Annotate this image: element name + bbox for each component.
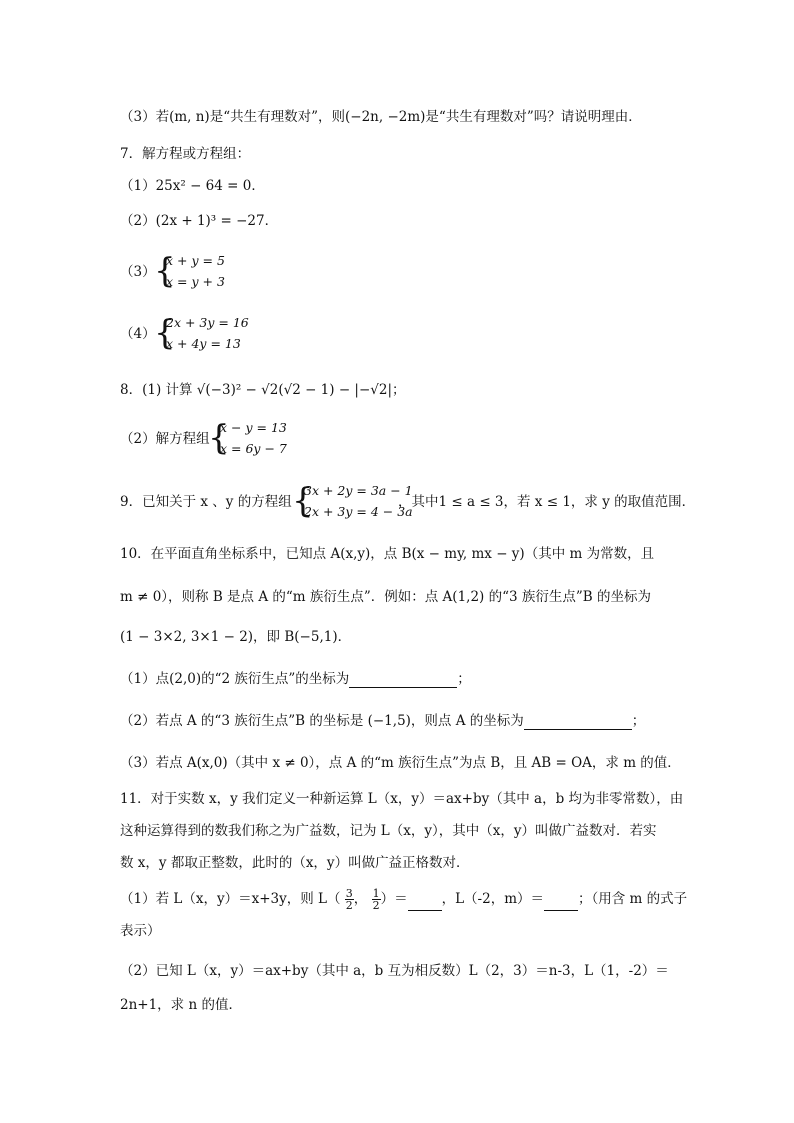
q11-part1-end: ；（用含 m 的式子 [578, 891, 688, 907]
q7-part4-eq1: 2x + 3y = 16 [166, 315, 249, 330]
q11-part1-line2: 表示） [120, 923, 161, 939]
q11-part1 [120, 888, 687, 911]
q10-part1-end: ； [457, 671, 471, 687]
q8-part2-eq2: x = 6y − 7 [220, 441, 287, 456]
q9-suffix: ，其中1 ≤ a ≤ 3，若 x ≤ 1，求 y 的取值范围． [398, 494, 696, 510]
answer-blank[interactable] [349, 673, 457, 688]
q10-part2-text: （2）若点 A 的“3 族衍生点”B 的坐标是 (−1,5)，则点 A 的坐标为 [120, 713, 524, 729]
q8-part2 [120, 419, 380, 459]
q11-line1: 11．对于实数 x，y 我们定义一种新运算 L（x，y）＝ax+by（其中 a，b 均为非零常数），由 [120, 791, 684, 807]
brace-symbol: { [154, 313, 176, 353]
q7-part3-eq2: x = y + 3 [166, 274, 225, 289]
q10-line2: m ≠ 0），则称 B 是点 A 的“m 族衍生点”．例如：点 A(1,2) 的“3 族衍生点”B 的坐标为 [120, 589, 651, 605]
fraction-denominator: 2 [345, 899, 353, 912]
q7-part3-eq1: x + y = 5 [166, 253, 225, 268]
brace-symbol: { [208, 418, 230, 458]
q9 [120, 481, 696, 522]
q11-part2-line2: 2n+1，求 n 的值． [120, 997, 242, 1013]
q8-part2-eq1: x − y = 13 [220, 420, 287, 435]
q11-part2-line1: （2）已知 L（x，y）＝ax+by（其中 a，b 互为相反数）L（2，3）＝n-3，L（1，-2）＝ [120, 963, 669, 979]
q11-part1-mid: ）＝ [380, 891, 408, 907]
fraction [345, 888, 354, 911]
q7-part4-eq2: x + 4y = 13 [166, 336, 241, 351]
brace-symbol: { [154, 251, 176, 291]
q10-part2-end: ； [631, 713, 646, 729]
q9-eq2: 2x + 3y = 4 − 3a [304, 504, 413, 519]
q10-line1: 10．在平面直角坐标系中，已知点 A(x,y)，点 B(x − my, mx − y)（其中 m 为常数，且 [120, 546, 655, 562]
q9-prefix: 9．已知关于 x 、y 的方程组 [120, 494, 292, 510]
q8-part1: 8．(1) 计算 √(−3)² − √2(√2 − 1) − |−√2|； [120, 382, 406, 398]
answer-blank[interactable] [408, 896, 442, 911]
q7-title: 7．解方程或方程组： [120, 146, 251, 162]
answer-blank[interactable] [524, 715, 632, 730]
brace-symbol: { [292, 481, 314, 521]
q8-part2-label: （2）解方程组 [120, 431, 210, 447]
q7-part4 [120, 314, 320, 354]
q7-part4-label: （4） [120, 326, 156, 342]
q10-line3: (1 − 3×2, 3×1 − 2)，即 B(−5,1)． [120, 629, 352, 645]
q7-part2: （2）(2x + 1)³ = −27． [120, 213, 279, 229]
answer-blank[interactable] [544, 896, 578, 911]
q10-part1 [120, 670, 471, 688]
q6-part3: （3）若(m, n)是“共生有理数对”，则(−2n, −2m)是“共生有理数对”吗？请说明理由． [120, 109, 642, 125]
fraction-numerator: 3 [345, 887, 353, 900]
fraction-numerator: 1 [372, 887, 380, 900]
q11-part1-text: （1）若 L（x，y）＝x+3y，则 L（ [120, 891, 341, 907]
q11-line2: 这种运算得到的数我们称之为广益数，记为 L（x，y），其中（x，y）叫做广益数对．若实 [120, 823, 657, 839]
q7-part3 [120, 252, 320, 292]
q11-line3: 数 x，y 都取正整数，此时的（x，y）叫做广益正格数对． [120, 855, 470, 871]
q10-part2 [120, 712, 645, 730]
q7-part3-label: （3） [120, 264, 156, 280]
q10-part1-text: （1）点(2,0)的“2 族衍生点”的坐标为 [120, 671, 350, 687]
q11-part1-mid2: ，L（-2，m）＝ [441, 891, 544, 907]
fraction-denominator: 2 [372, 899, 380, 912]
q10-part3: （3）若点 A(x,0)（其中 x ≠ 0），点 A 的“m 族衍生点”为点 B，且 AB = OA，求 m 的值． [120, 755, 681, 771]
fraction [372, 888, 381, 911]
q11-part1-sep: ， [353, 891, 368, 907]
q7-part1: （1）25x² − 64 = 0． [120, 178, 265, 194]
q9-eq1: 3x + 2y = 3a − 1 [304, 483, 413, 498]
